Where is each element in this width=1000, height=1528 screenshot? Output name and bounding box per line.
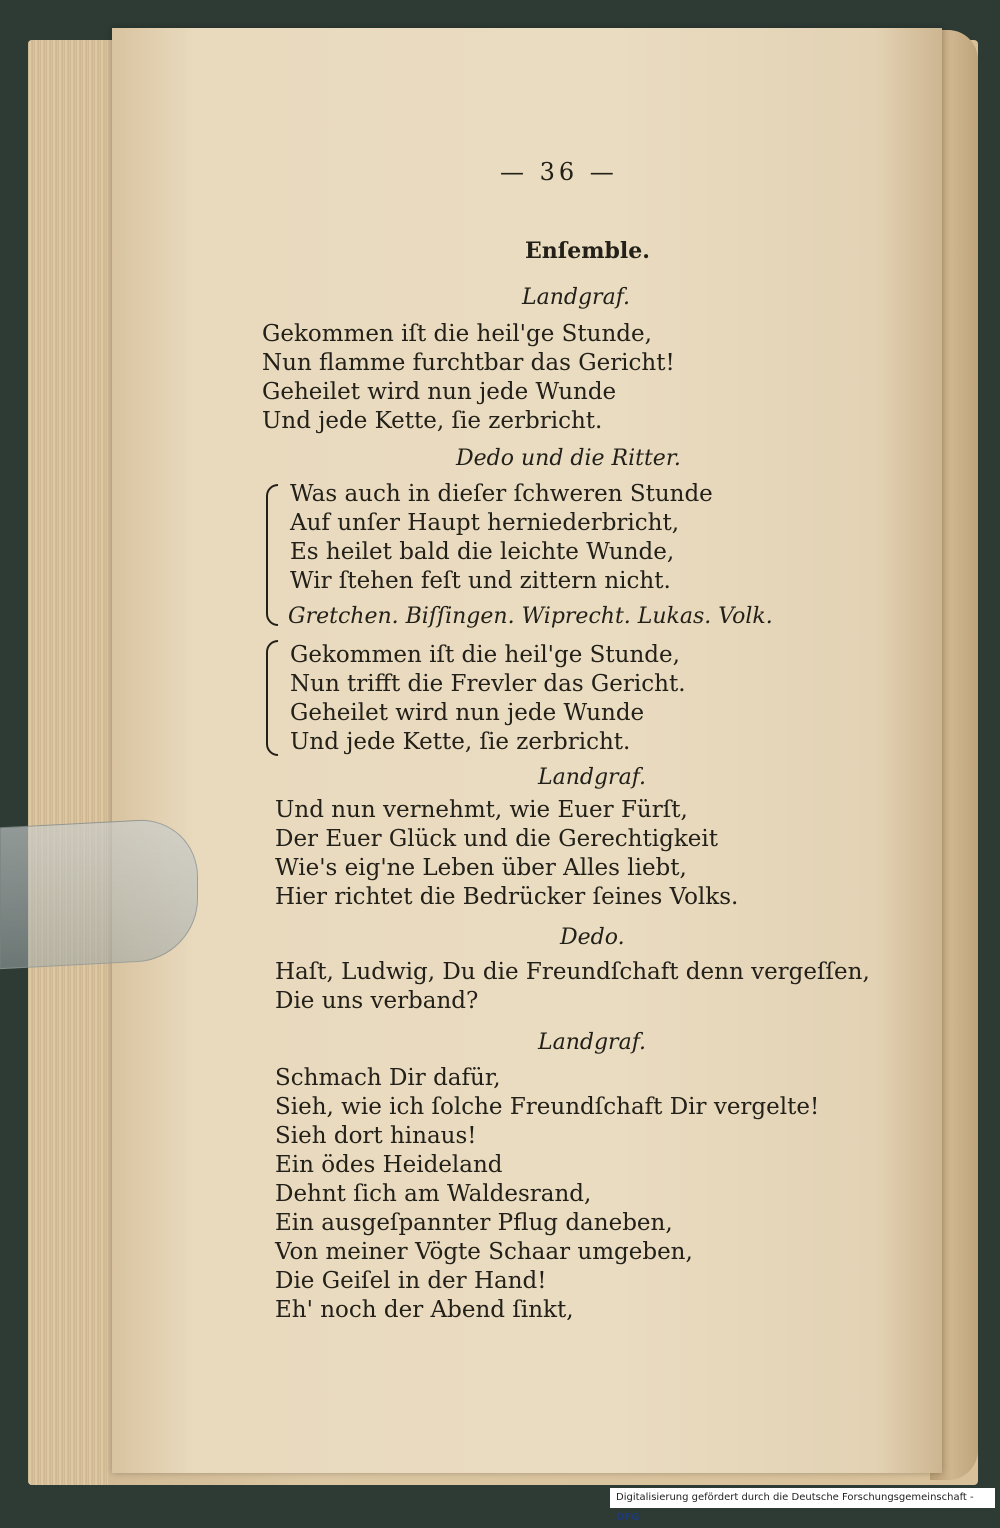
verse-line: Und jede Kette, ſie zerbricht. — [262, 408, 603, 434]
verse-line: Gekommen iſt die heil'ge Stunde, — [262, 321, 652, 347]
verse-line: Auf unſer Haupt herniederbricht, — [290, 510, 680, 536]
verse-line: Nun flamme furchtbar das Gericht! — [262, 350, 675, 376]
verse-line: Geheilet wird nun jede Wunde — [262, 379, 617, 405]
verse-line: Sieh dort hinaus! — [275, 1123, 477, 1149]
dfg-logo-icon: DFG — [616, 1512, 640, 1523]
verse-line: Haſt, Ludwig, Du die Freundſchaft denn vergeſſen, — [275, 959, 870, 985]
verse-line: Was auch in dieſer ſchweren Stunde — [290, 481, 713, 507]
brace-bracket — [266, 484, 278, 626]
speaker-label: Landgraf. — [522, 285, 631, 310]
digitization-footer — [610, 1488, 995, 1523]
speaker-label: Gretchen. Biſſingen. Wiprecht. Lukas. Volk. — [288, 604, 773, 629]
verse-line: Ein ödes Heideland — [275, 1152, 503, 1178]
verse-line: Es heilet bald die leichte Wunde, — [290, 539, 675, 565]
page-number: — 36 — — [500, 158, 618, 186]
footer-text: Digitalisierung gefördert durch die Deutsche Forschungsgemeinschaft - — [616, 1492, 974, 1503]
section-heading: Enſemble. — [525, 238, 650, 264]
verse-line: Und jede Kette, ſie zerbricht. — [290, 729, 631, 755]
speaker-label: Landgraf. — [538, 765, 647, 790]
page-stack-edges — [28, 40, 108, 1485]
glass-page-holder — [0, 817, 198, 969]
verse-line: Nun trifft die Frevler das Gericht. — [290, 671, 686, 697]
verse-line: Schmach Dir dafür, — [275, 1065, 501, 1091]
verse-line: Dehnt ſich am Waldesrand, — [275, 1181, 592, 1207]
verse-block — [262, 320, 675, 436]
verse-line: Wie's eig'ne Leben über Alles liebt, — [275, 855, 687, 881]
verse-line: Eh' noch der Abend ſinkt, — [275, 1297, 574, 1323]
verse-line: Geheilet wird nun jede Wunde — [290, 700, 645, 726]
verse-line: Ein ausgeſpannter Pflug daneben, — [275, 1210, 673, 1236]
verse-block — [290, 641, 686, 757]
verse-block — [290, 480, 713, 596]
verse-block — [275, 958, 870, 1016]
verse-line: Von meiner Vögte Schaar umgeben, — [275, 1239, 693, 1265]
verse-line: Die uns verband? — [275, 988, 479, 1014]
verse-line: Sieh, wie ich ſolche Freundſchaft Dir vergelte! — [275, 1094, 820, 1120]
speaker-label: Dedo. — [560, 925, 625, 950]
speaker-label: Dedo und die Ritter. — [456, 446, 681, 471]
verse-block — [275, 1064, 819, 1325]
verse-line: Hier richtet die Bedrücker ſeines Volks. — [275, 884, 739, 910]
verse-line: Gekommen iſt die heil'ge Stunde, — [290, 642, 680, 668]
verse-block — [275, 796, 738, 912]
verse-line: Die Geiſel in der Hand! — [275, 1268, 547, 1294]
speaker-label: Landgraf. — [538, 1030, 647, 1055]
brace-bracket — [266, 640, 278, 756]
verse-line: Wir ſtehen feſt und zittern nicht. — [290, 568, 671, 594]
verse-line: Der Euer Glück und die Gerechtigkeit — [275, 826, 718, 852]
verse-line: Und nun vernehmt, wie Euer Fürſt, — [275, 797, 688, 823]
